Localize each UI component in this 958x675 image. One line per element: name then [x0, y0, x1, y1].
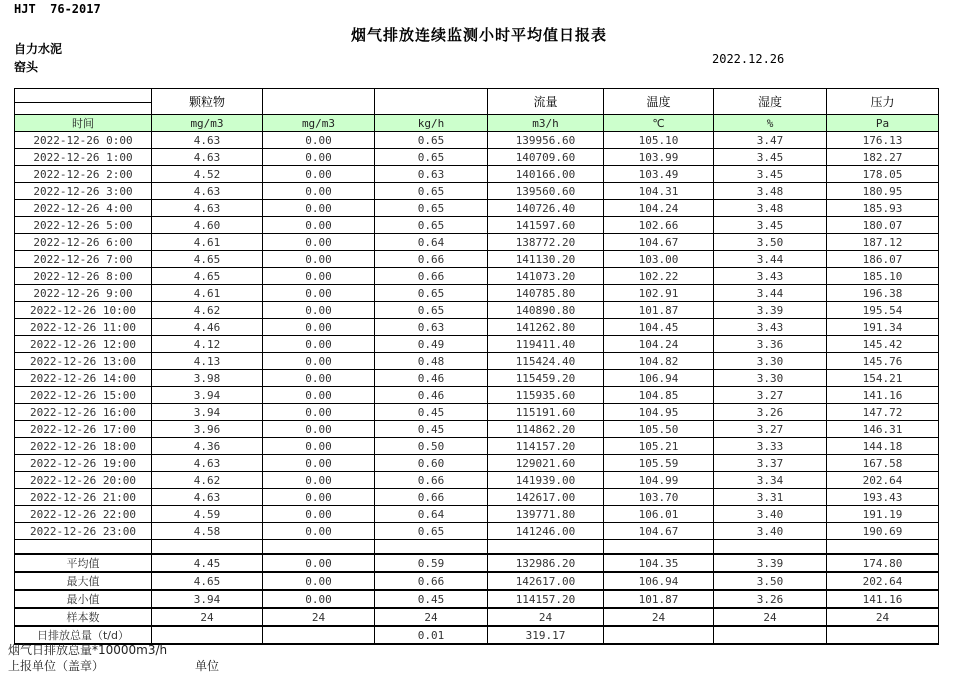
value-cell: 0.00: [263, 336, 375, 353]
value-cell: 0.65: [375, 217, 488, 234]
value-cell: 0.66: [375, 251, 488, 268]
unit-cell: Pa: [827, 115, 939, 132]
value-cell: 3.33: [714, 438, 827, 455]
value-cell: 0.45: [375, 590, 488, 608]
value-cell: 4.61: [152, 285, 263, 302]
value-cell: 104.31: [604, 183, 714, 200]
value-cell: 104.24: [604, 200, 714, 217]
table-row: [15, 370, 939, 387]
row-label-cell: 2022-12-26 2:00: [15, 166, 152, 183]
time-header-cell: [15, 89, 152, 115]
value-cell: 103.00: [604, 251, 714, 268]
table-row: [15, 200, 939, 217]
value-cell: 0.65: [375, 200, 488, 217]
value-cell: 0.00: [263, 438, 375, 455]
row-label-cell: 2022-12-26 4:00: [15, 200, 152, 217]
value-cell: 145.76: [827, 353, 939, 370]
value-cell: 114157.20: [488, 438, 604, 455]
value-cell: 3.98: [152, 370, 263, 387]
value-cell: 105.59: [604, 455, 714, 472]
value-cell: 0.63: [375, 166, 488, 183]
value-cell: 3.39: [714, 302, 827, 319]
row-label-cell: 2022-12-26 20:00: [15, 472, 152, 489]
table-row: [15, 438, 939, 455]
value-cell: 115424.40: [488, 353, 604, 370]
unit-cell: %: [714, 115, 827, 132]
value-cell: 141.16: [827, 387, 939, 404]
value-cell: 141073.20: [488, 268, 604, 285]
row-label-cell: 2022-12-26 8:00: [15, 268, 152, 285]
value-cell: 106.94: [604, 370, 714, 387]
value-cell: 3.26: [714, 590, 827, 608]
value-cell: 115935.60: [488, 387, 604, 404]
value-cell: 3.45: [714, 166, 827, 183]
value-cell: 3.50: [714, 234, 827, 251]
value-cell: 139956.60: [488, 132, 604, 149]
value-cell: 103.49: [604, 166, 714, 183]
value-cell: 202.64: [827, 572, 939, 590]
value-cell: 0.00: [263, 404, 375, 421]
reporting-unit-label: 上报单位（盖章）: [8, 659, 105, 673]
unit-cell: mg/m3: [263, 115, 375, 132]
value-cell: 0.65: [375, 132, 488, 149]
value-cell: 141130.20: [488, 251, 604, 268]
value-cell: 185.10: [827, 268, 939, 285]
value-cell: 141246.00: [488, 523, 604, 540]
value-cell: 4.62: [152, 302, 263, 319]
value-cell: 4.45: [152, 554, 263, 572]
value-cell: 0.65: [375, 523, 488, 540]
value-cell: 154.21: [827, 370, 939, 387]
value-cell: 24: [827, 608, 939, 626]
flow-header-cell: 流量: [488, 89, 604, 115]
value-cell: 3.36: [714, 336, 827, 353]
value-cell: 180.95: [827, 183, 939, 200]
value-cell: 190.69: [827, 523, 939, 540]
value-cell: 4.62: [152, 472, 263, 489]
value-cell: 24: [263, 608, 375, 626]
time-label-cell: 时间: [15, 115, 152, 132]
value-cell: 0.00: [263, 572, 375, 590]
blank-row: [15, 540, 939, 555]
value-cell: 3.45: [714, 149, 827, 166]
value-cell: 0.63: [375, 319, 488, 336]
value-cell: 0.00: [263, 149, 375, 166]
row-label-cell: 2022-12-26 23:00: [15, 523, 152, 540]
unit-label: 单位: [195, 659, 220, 673]
value-cell: 3.39: [714, 554, 827, 572]
value-cell: 115191.60: [488, 404, 604, 421]
table-row: [15, 506, 939, 523]
empty-header-cell: [263, 89, 375, 115]
value-cell: 0.00: [263, 217, 375, 234]
value-cell: 139560.60: [488, 183, 604, 200]
value-cell: 176.13: [827, 132, 939, 149]
value-cell: 0.65: [375, 302, 488, 319]
row-label-cell: 2022-12-26 5:00: [15, 217, 152, 234]
value-cell: 3.48: [714, 200, 827, 217]
table-row: [15, 554, 939, 572]
value-cell: 180.07: [827, 217, 939, 234]
value-cell: 0.66: [375, 572, 488, 590]
value-cell: 3.50: [714, 572, 827, 590]
value-cell: 187.12: [827, 234, 939, 251]
value-cell: 114157.20: [488, 590, 604, 608]
value-cell: 3.26: [714, 404, 827, 421]
value-cell: 24: [714, 608, 827, 626]
value-cell: 0.60: [375, 455, 488, 472]
value-cell: 0.45: [375, 404, 488, 421]
value-cell: 4.63: [152, 183, 263, 200]
value-cell: 0.00: [263, 285, 375, 302]
table-row: [15, 590, 939, 608]
value-cell: 102.66: [604, 217, 714, 234]
value-cell: 3.96: [152, 421, 263, 438]
row-label-cell: 日排放总量（t/d）: [15, 626, 152, 644]
value-cell: 3.30: [714, 353, 827, 370]
value-cell: 196.38: [827, 285, 939, 302]
value-cell: 145.42: [827, 336, 939, 353]
row-label-cell: 2022-12-26 3:00: [15, 183, 152, 200]
value-cell: 4.63: [152, 455, 263, 472]
value-cell: 0.00: [263, 554, 375, 572]
table-row: [15, 183, 939, 200]
row-label-cell: 平均值: [15, 554, 152, 572]
table-row: [15, 285, 939, 302]
flue-gas-total-note: 烟气日排放总量*10000m3/h: [8, 643, 168, 657]
value-cell: 167.58: [827, 455, 939, 472]
value-cell: [604, 626, 714, 644]
group-header-row: [15, 89, 939, 115]
value-cell: 105.50: [604, 421, 714, 438]
station-name: 窑头: [14, 60, 39, 74]
pressure-header-cell: 压力: [827, 89, 939, 115]
value-cell: 4.60: [152, 217, 263, 234]
value-cell: 3.40: [714, 506, 827, 523]
value-cell: 4.65: [152, 268, 263, 285]
row-label-cell: 最小值: [15, 590, 152, 608]
value-cell: 4.61: [152, 234, 263, 251]
value-cell: 174.80: [827, 554, 939, 572]
value-cell: 4.13: [152, 353, 263, 370]
value-cell: 0.50: [375, 438, 488, 455]
unit-cell: mg/m3: [152, 115, 263, 132]
value-cell: 104.35: [604, 554, 714, 572]
value-cell: 0.01: [375, 626, 488, 644]
value-cell: 0.66: [375, 489, 488, 506]
value-cell: 0.00: [263, 234, 375, 251]
spacer-section: [15, 540, 939, 555]
value-cell: 0.66: [375, 268, 488, 285]
value-cell: 101.87: [604, 302, 714, 319]
table-row: [15, 387, 939, 404]
value-cell: 114862.20: [488, 421, 604, 438]
value-cell: 0.00: [263, 200, 375, 217]
value-cell: 0.49: [375, 336, 488, 353]
humidity-header-cell: 湿度: [714, 89, 827, 115]
table-row: [15, 251, 939, 268]
table-row: [15, 336, 939, 353]
table-row: [15, 217, 939, 234]
value-cell: 104.67: [604, 523, 714, 540]
pollutant-header-cell: 颗粒物: [152, 89, 263, 115]
value-cell: 119411.40: [488, 336, 604, 353]
company-name: 自力水泥: [14, 42, 63, 56]
value-cell: 3.44: [714, 285, 827, 302]
value-cell: 115459.20: [488, 370, 604, 387]
value-cell: 4.63: [152, 200, 263, 217]
value-cell: 185.93: [827, 200, 939, 217]
value-cell: 102.91: [604, 285, 714, 302]
value-cell: 0.00: [263, 489, 375, 506]
value-cell: 0.00: [263, 268, 375, 285]
value-cell: 4.36: [152, 438, 263, 455]
row-label-cell: 2022-12-26 21:00: [15, 489, 152, 506]
table-row: [15, 166, 939, 183]
value-cell: 141597.60: [488, 217, 604, 234]
row-label-cell: 2022-12-26 16:00: [15, 404, 152, 421]
value-cell: 0.45: [375, 421, 488, 438]
table-row: [15, 523, 939, 540]
value-cell: 24: [488, 608, 604, 626]
value-cell: [263, 626, 375, 644]
value-cell: 3.48: [714, 183, 827, 200]
standard-number: HJT 76-2017: [14, 2, 101, 16]
value-cell: 4.58: [152, 523, 263, 540]
value-cell: 140709.60: [488, 149, 604, 166]
value-cell: 103.70: [604, 489, 714, 506]
table-row: [15, 353, 939, 370]
value-cell: 3.94: [152, 404, 263, 421]
unit-header-row: [15, 115, 939, 132]
value-cell: 105.21: [604, 438, 714, 455]
value-cell: 3.94: [152, 387, 263, 404]
value-cell: 0.46: [375, 370, 488, 387]
empty-header-cell: [375, 89, 488, 115]
value-cell: 106.01: [604, 506, 714, 523]
value-cell: 4.12: [152, 336, 263, 353]
value-cell: 0.64: [375, 506, 488, 523]
unit-cell: ℃: [604, 115, 714, 132]
value-cell: 141939.00: [488, 472, 604, 489]
value-cell: 129021.60: [488, 455, 604, 472]
table-row: [15, 319, 939, 336]
value-cell: 4.63: [152, 489, 263, 506]
value-cell: 0.59: [375, 554, 488, 572]
value-cell: 24: [152, 608, 263, 626]
value-cell: 0.66: [375, 472, 488, 489]
value-cell: 0.00: [263, 353, 375, 370]
value-cell: 4.65: [152, 251, 263, 268]
value-cell: 103.99: [604, 149, 714, 166]
row-label-cell: 2022-12-26 7:00: [15, 251, 152, 268]
value-cell: 141.16: [827, 590, 939, 608]
value-cell: 3.94: [152, 590, 263, 608]
value-cell: 0.00: [263, 421, 375, 438]
value-cell: 147.72: [827, 404, 939, 421]
header-split-line: [15, 102, 151, 103]
table-row: [15, 421, 939, 438]
value-cell: 3.47: [714, 132, 827, 149]
value-cell: 3.45: [714, 217, 827, 234]
table-row: [15, 608, 939, 626]
unit-cell: m3/h: [488, 115, 604, 132]
value-cell: 140785.80: [488, 285, 604, 302]
value-cell: 140726.40: [488, 200, 604, 217]
table-row: [15, 268, 939, 285]
value-cell: 4.65: [152, 572, 263, 590]
value-cell: 142617.00: [488, 489, 604, 506]
value-cell: 105.10: [604, 132, 714, 149]
value-cell: 3.27: [714, 387, 827, 404]
row-label-cell: 2022-12-26 15:00: [15, 387, 152, 404]
value-cell: 24: [604, 608, 714, 626]
value-cell: 3.31: [714, 489, 827, 506]
value-cell: 132986.20: [488, 554, 604, 572]
value-cell: 4.46: [152, 319, 263, 336]
row-label-cell: 2022-12-26 22:00: [15, 506, 152, 523]
unit-cell: kg/h: [375, 115, 488, 132]
report-table: [14, 88, 939, 645]
value-cell: 3.37: [714, 455, 827, 472]
value-cell: 104.82: [604, 353, 714, 370]
row-label-cell: 2022-12-26 14:00: [15, 370, 152, 387]
row-label-cell: 2022-12-26 6:00: [15, 234, 152, 251]
value-cell: 0.00: [263, 302, 375, 319]
table-row: [15, 472, 939, 489]
value-cell: 140890.80: [488, 302, 604, 319]
data-rows: [15, 132, 939, 540]
row-label-cell: 2022-12-26 10:00: [15, 302, 152, 319]
value-cell: 4.63: [152, 132, 263, 149]
value-cell: 144.18: [827, 438, 939, 455]
value-cell: 4.52: [152, 166, 263, 183]
row-label-cell: 样本数: [15, 608, 152, 626]
value-cell: 191.34: [827, 319, 939, 336]
row-label-cell: 2022-12-26 11:00: [15, 319, 152, 336]
row-label-cell: 2022-12-26 18:00: [15, 438, 152, 455]
value-cell: 141262.80: [488, 319, 604, 336]
value-cell: [827, 626, 939, 644]
value-cell: 104.67: [604, 234, 714, 251]
table-row: [15, 132, 939, 149]
row-label-cell: 2022-12-26 17:00: [15, 421, 152, 438]
table-row: [15, 572, 939, 590]
value-cell: 3.43: [714, 268, 827, 285]
value-cell: 0.00: [263, 455, 375, 472]
value-cell: 4.59: [152, 506, 263, 523]
value-cell: 106.94: [604, 572, 714, 590]
value-cell: 104.24: [604, 336, 714, 353]
page-title: 烟气排放连续监测小时平均值日报表: [350, 26, 607, 44]
value-cell: 202.64: [827, 472, 939, 489]
value-cell: 0.00: [263, 387, 375, 404]
row-label-cell: 2022-12-26 9:00: [15, 285, 152, 302]
value-cell: 186.07: [827, 251, 939, 268]
value-cell: 140166.00: [488, 166, 604, 183]
value-cell: [714, 626, 827, 644]
value-cell: 0.00: [263, 166, 375, 183]
value-cell: 0.48: [375, 353, 488, 370]
table-row: [15, 404, 939, 421]
table-row: [15, 302, 939, 319]
value-cell: 146.31: [827, 421, 939, 438]
value-cell: 319.17: [488, 626, 604, 644]
row-label-cell: 2022-12-26 0:00: [15, 132, 152, 149]
table-row: [15, 455, 939, 472]
value-cell: 102.22: [604, 268, 714, 285]
row-label-cell: 最大值: [15, 572, 152, 590]
value-cell: 0.65: [375, 183, 488, 200]
value-cell: 182.27: [827, 149, 939, 166]
value-cell: 139771.80: [488, 506, 604, 523]
table-row: [15, 489, 939, 506]
value-cell: 0.65: [375, 149, 488, 166]
table-row: [15, 234, 939, 251]
value-cell: 0.65: [375, 285, 488, 302]
value-cell: 191.19: [827, 506, 939, 523]
value-cell: 0.00: [263, 183, 375, 200]
value-cell: 178.05: [827, 166, 939, 183]
row-label-cell: 2022-12-26 12:00: [15, 336, 152, 353]
row-label-cell: 2022-12-26 1:00: [15, 149, 152, 166]
value-cell: 3.44: [714, 251, 827, 268]
value-cell: 0.00: [263, 370, 375, 387]
value-cell: 3.40: [714, 523, 827, 540]
value-cell: 0.00: [263, 251, 375, 268]
value-cell: 0.00: [263, 523, 375, 540]
value-cell: 138772.20: [488, 234, 604, 251]
value-cell: 0.00: [263, 590, 375, 608]
value-cell: 142617.00: [488, 572, 604, 590]
report-date: 2022.12.26: [712, 52, 785, 66]
value-cell: 0.46: [375, 387, 488, 404]
value-cell: 104.85: [604, 387, 714, 404]
value-cell: 0.00: [263, 472, 375, 489]
row-label-cell: 2022-12-26 13:00: [15, 353, 152, 370]
value-cell: 0.00: [263, 132, 375, 149]
value-cell: 195.54: [827, 302, 939, 319]
value-cell: 193.43: [827, 489, 939, 506]
summary-rows: [15, 554, 939, 644]
table-row: [15, 149, 939, 166]
value-cell: 4.63: [152, 149, 263, 166]
value-cell: 0.00: [263, 319, 375, 336]
value-cell: 24: [375, 608, 488, 626]
value-cell: 3.43: [714, 319, 827, 336]
value-cell: 3.27: [714, 421, 827, 438]
value-cell: 101.87: [604, 590, 714, 608]
value-cell: 3.30: [714, 370, 827, 387]
value-cell: 0.00: [263, 506, 375, 523]
value-cell: 104.45: [604, 319, 714, 336]
value-cell: 104.95: [604, 404, 714, 421]
value-cell: [152, 626, 263, 644]
value-cell: 104.99: [604, 472, 714, 489]
value-cell: 0.64: [375, 234, 488, 251]
value-cell: 3.34: [714, 472, 827, 489]
temperature-header-cell: 温度: [604, 89, 714, 115]
row-label-cell: 2022-12-26 19:00: [15, 455, 152, 472]
